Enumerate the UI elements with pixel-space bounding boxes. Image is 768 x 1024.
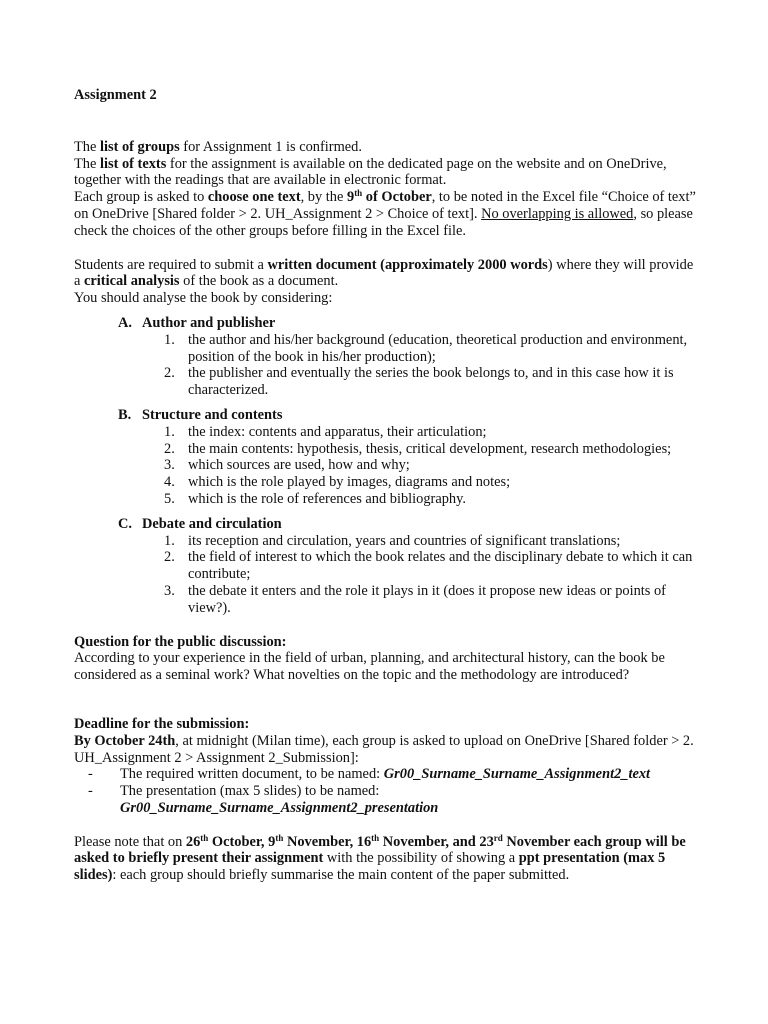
requirements-paragraph: Students are required to submit a written document (approximately 2000 words) where they will provide a critical analysis of the book as a document. bbox=[74, 256, 694, 290]
list-item: 5. which is the role of references and bibliography. bbox=[164, 490, 466, 507]
no-overlapping-note: No overlapping is allowed bbox=[481, 205, 634, 222]
question-text: According to your experience in the field of urban, planning, and architectural history, can the book be considered as a seminal work? What novelties on the topic and the methodology are introduced? bbox=[74, 650, 665, 684]
deadline-paragraph: By October 24th, at midnight (Milan time), each group is asked to upload on OneDrive [Shared folder > 2. UH_Assignment 2 > Assignment 2_Submission]: bbox=[74, 732, 694, 766]
list-item: 2. the publisher and eventually the series the book belongs to, and in this case how it is characterized. bbox=[164, 365, 674, 399]
section-heading: B. Structure and contents bbox=[118, 406, 283, 423]
groups-paragraph: The list of groups for Assignment 1 is confirmed. bbox=[74, 138, 362, 155]
document-body bbox=[74, 87, 700, 884]
list-item: 2. the main contents: hypothesis, thesis, critical development, research methodologies; bbox=[164, 440, 672, 457]
list-item: 2. the field of interest to which the book relates and the disciplinary debate to which it can contribute; bbox=[164, 549, 693, 583]
file-name-text: Gr00_Surname_Surname_Assignment2_text bbox=[383, 766, 651, 783]
list-item: 1. its reception and circulation, years and countries of significant translations; bbox=[164, 532, 621, 549]
presentation-note: Please note that on 26th October, 9th November, 16th November, and 23rd November each group will be asked to briefly present their assignment with the possibility of showing a ppt presentation (max 5 slides): each group should briefly summarise the main content of the paper submitted. bbox=[74, 832, 686, 884]
deadline-heading: Deadline for the submission: bbox=[74, 715, 250, 732]
list-item: 4. which is the role played by images, diagrams and notes; bbox=[164, 474, 511, 491]
section-heading: A. Author and publisher bbox=[118, 314, 276, 331]
section-debate-circulation bbox=[118, 516, 700, 617]
question-heading: Question for the public discussion: bbox=[74, 633, 287, 650]
section-structure-contents bbox=[118, 407, 700, 508]
section-heading: C. Debate and circulation bbox=[118, 515, 282, 532]
choose-text-paragraph: Each group is asked to choose one text, by the 9th of October, to be noted in the Excel file “Choice of text” on OneDrive [Shared folder > 2. UH_Assignment 2 > Choice of text]. No overlapping is allowed, so please check the choices of the other groups before filling in the Excel file. bbox=[74, 188, 696, 239]
list-item: 3. the debate it enters and the role it plays in it (does it propose new ideas or points of view?). bbox=[164, 582, 666, 616]
list-item: 3. which sources are used, how and why; bbox=[164, 457, 410, 474]
document-title: Assignment 2 bbox=[74, 87, 157, 103]
list-item: 1. the author and his/her background (education, theoretical production and environment, position of the book in his/her production); bbox=[164, 331, 688, 365]
section-author-publisher bbox=[118, 315, 700, 399]
list-item: 1. the index: contents and apparatus, their articulation; bbox=[164, 423, 487, 440]
texts-paragraph: The list of texts for the assignment is available on the dedicated page on the website and on OneDrive, together with the readings that are available in electronic format. bbox=[74, 155, 667, 189]
list-item: - The required written document, to be named: Gr00_Surname_Surname_Assignment2_text bbox=[88, 766, 651, 783]
list-item: - The presentation (max 5 slides) to be named: Gr00_Surname_Surname_Assignment2_presentation bbox=[88, 783, 439, 816]
file-name-presentation: Gr00_Surname_Surname_Assignment2_presentation bbox=[120, 799, 439, 816]
analyse-intro: You should analyse the book by considering: bbox=[74, 290, 333, 307]
